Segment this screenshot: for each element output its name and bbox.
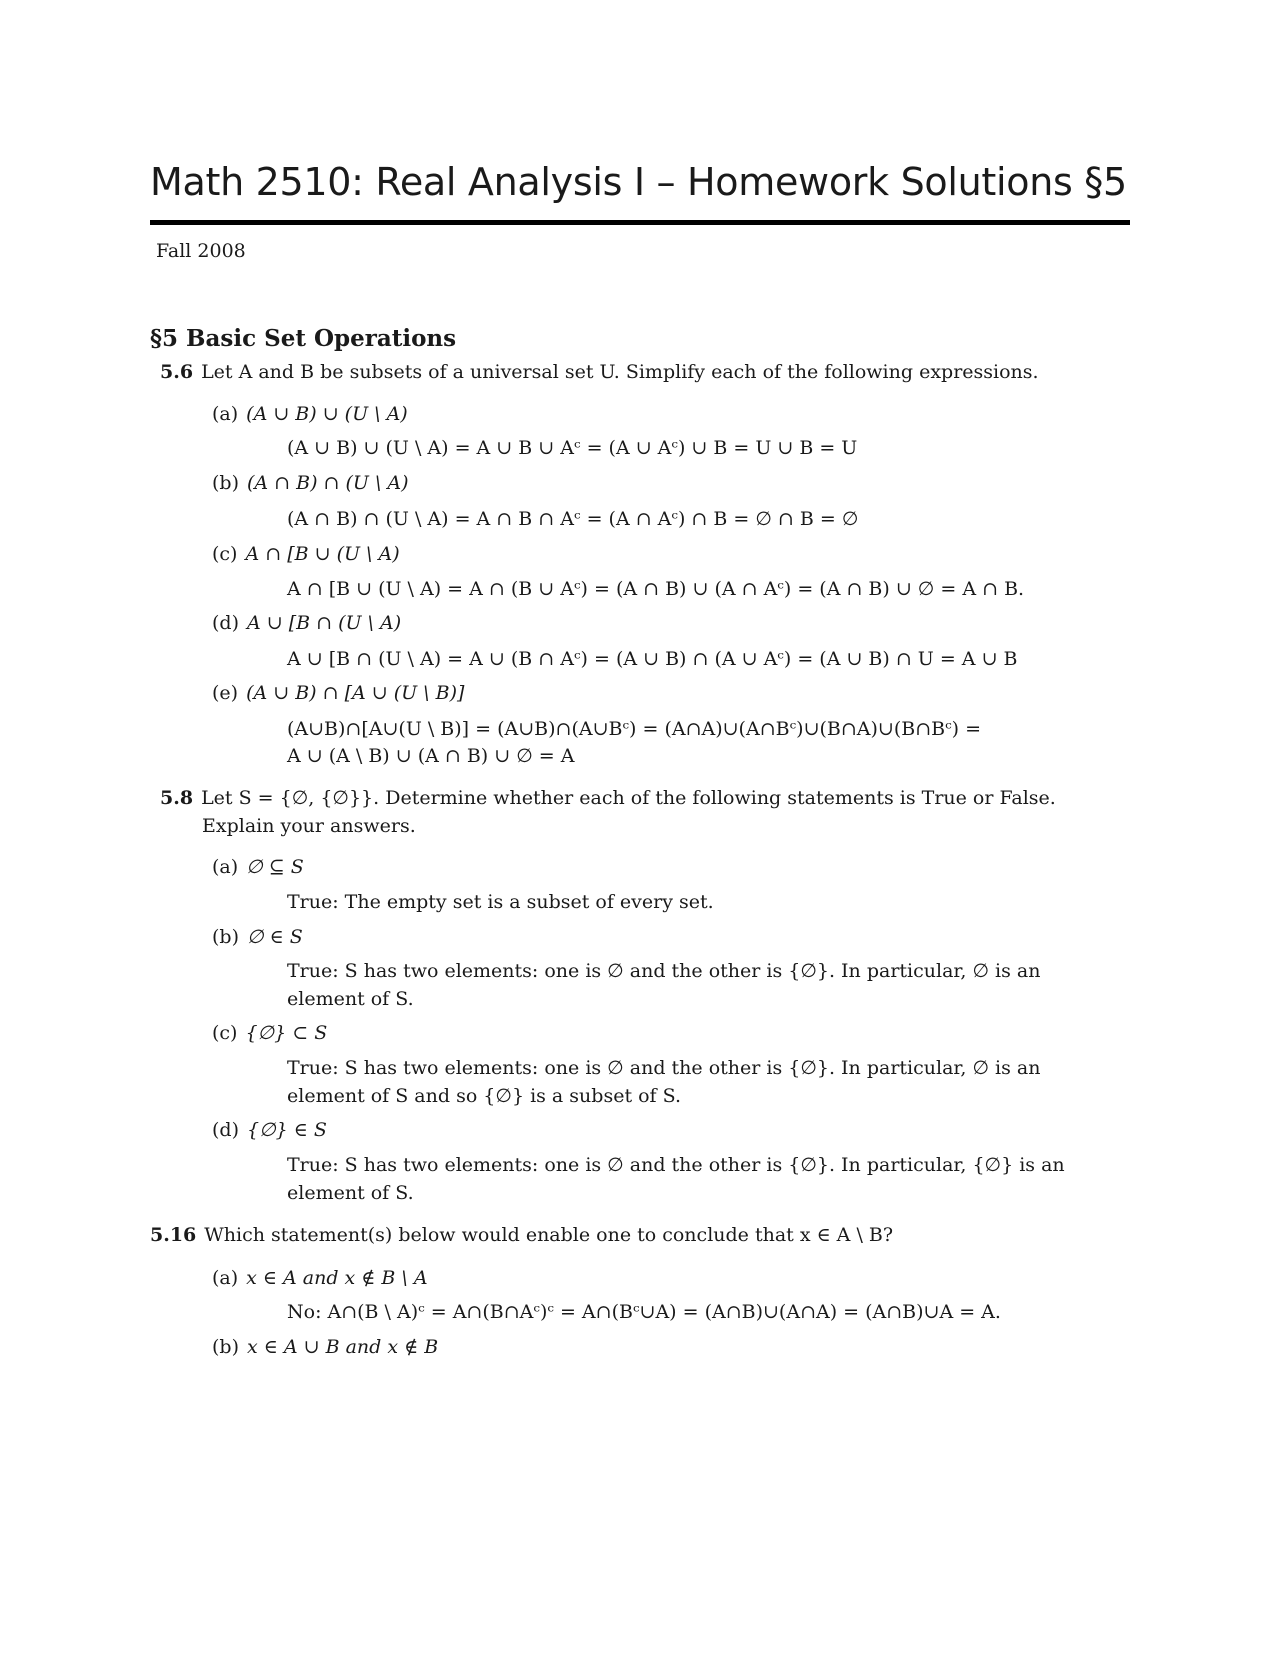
problem-5-6 [160,358,1039,386]
part-expression: {∅} ∈ S [247,1119,327,1141]
part-expression: (A ∪ B) ∪ (U \ A) [246,403,408,425]
part-label: (a) [212,403,239,425]
part-label: (a) [212,1267,239,1289]
part-expression: (A ∪ B) ∩ [A ∪ (U \ B)] [246,682,465,704]
title-rule [150,220,1130,225]
answer-c: A ∩ [B ∪ (U \ A) = A ∩ (B ∪ Aᶜ) = (A ∩ B) ∪ (A ∩ Aᶜ) = (A ∩ B) ∪ ∅ = A ∩ B. [287,578,1025,600]
answer-a: (A ∪ B) ∪ (U \ A) = A ∪ B ∪ Aᶜ = (A ∪ Aᶜ) ∪ B = U ∪ B = U [287,437,858,459]
answer-b: True: S has two elements: one is ∅ and the other is {∅}. In particular, ∅ is an element of S. [287,960,1041,1010]
answer-c: True: S has two elements: one is ∅ and the other is {∅}. In particular, ∅ is an element of S and so {∅} is a subset of S. [287,1057,1041,1107]
part-expression: {∅} ⊂ S [245,1022,328,1044]
part-label: (c) [212,1022,238,1044]
problem-number: 5.8 [160,787,194,809]
part-label: (b) [212,926,239,948]
answer-e-line2: A ∪ (A \ B) ∪ (A ∩ B) ∪ ∅ = A [287,745,575,767]
problem-5-16 [150,1221,893,1249]
problem-text: Let A and B be subsets of a universal set U. Simplify each of the following expressions. [201,361,1039,383]
part-d [212,609,401,637]
answer-e-line1: (A∪B)∩[A∪(U \ B)] = (A∪B)∩(A∪Bᶜ) = (A∩A)∪(A∩Bᶜ)∪(B∩A)∪(B∩Bᶜ) = [287,718,982,740]
page-title: Math 2510: Real Analysis I – Homework Solutions §5 [150,160,1127,204]
part-c [212,1019,327,1047]
part-expression: A ∪ [B ∩ (U \ A) [247,612,402,634]
part-expression: x ∈ A ∪ B and x ∉ B [247,1336,439,1358]
part-label: (e) [212,682,239,704]
part-c [212,540,400,568]
part-b [212,469,409,497]
answer-d: True: S has two elements: one is ∅ and the other is {∅}. In particular, {∅} is an element of S. [287,1154,1065,1204]
part-a [212,1264,428,1292]
part-expression: (A ∩ B) ∩ (U \ A) [247,472,409,494]
part-a [212,400,408,428]
problem-text: Which statement(s) below would enable one to conclude that x ∈ A \ B? [204,1224,894,1246]
problem-5-8 [160,784,1130,840]
part-expression: x ∈ A and x ∉ B \ A [246,1267,428,1289]
answer-d: A ∪ [B ∩ (U \ A) = A ∪ (B ∩ Aᶜ) = (A ∪ B) ∩ (A ∪ Aᶜ) = (A ∪ B) ∩ U = A ∪ B [287,648,1018,670]
part-label: (b) [212,1336,239,1358]
problem-number: 5.16 [150,1224,197,1246]
part-expression: A ∩ [B ∪ (U \ A) [245,543,400,565]
semester-date: Fall 2008 [156,240,246,262]
part-label: (a) [212,856,239,878]
answer-b: (A ∩ B) ∩ (U \ A) = A ∩ B ∩ Aᶜ = (A ∩ Aᶜ) ∩ B = ∅ ∩ B = ∅ [287,508,859,530]
problem-text: Let S = {∅, {∅}}. Determine whether each of the following statements is True or False. Explain your answers. [201,787,1056,837]
problem-number: 5.6 [160,361,194,383]
part-b [212,923,303,951]
section-heading: §5 Basic Set Operations [150,325,457,352]
answer-a: No: A∩(B \ A)ᶜ = A∩(B∩Aᶜ)ᶜ = A∩(Bᶜ∪A) = (A∩B)∪(A∩A) = (A∩B)∪A = A. [287,1301,1001,1323]
part-b [212,1333,438,1361]
part-a [212,853,304,881]
answer-a: True: The empty set is a subset of every set. [287,891,714,913]
part-expression: ∅ ∈ S [247,926,303,948]
part-expression: ∅ ⊆ S [246,856,304,878]
part-d [212,1116,327,1144]
part-label: (d) [212,1119,239,1141]
part-label: (b) [212,472,239,494]
part-label: (d) [212,612,239,634]
part-label: (c) [212,543,238,565]
part-e [212,679,464,707]
